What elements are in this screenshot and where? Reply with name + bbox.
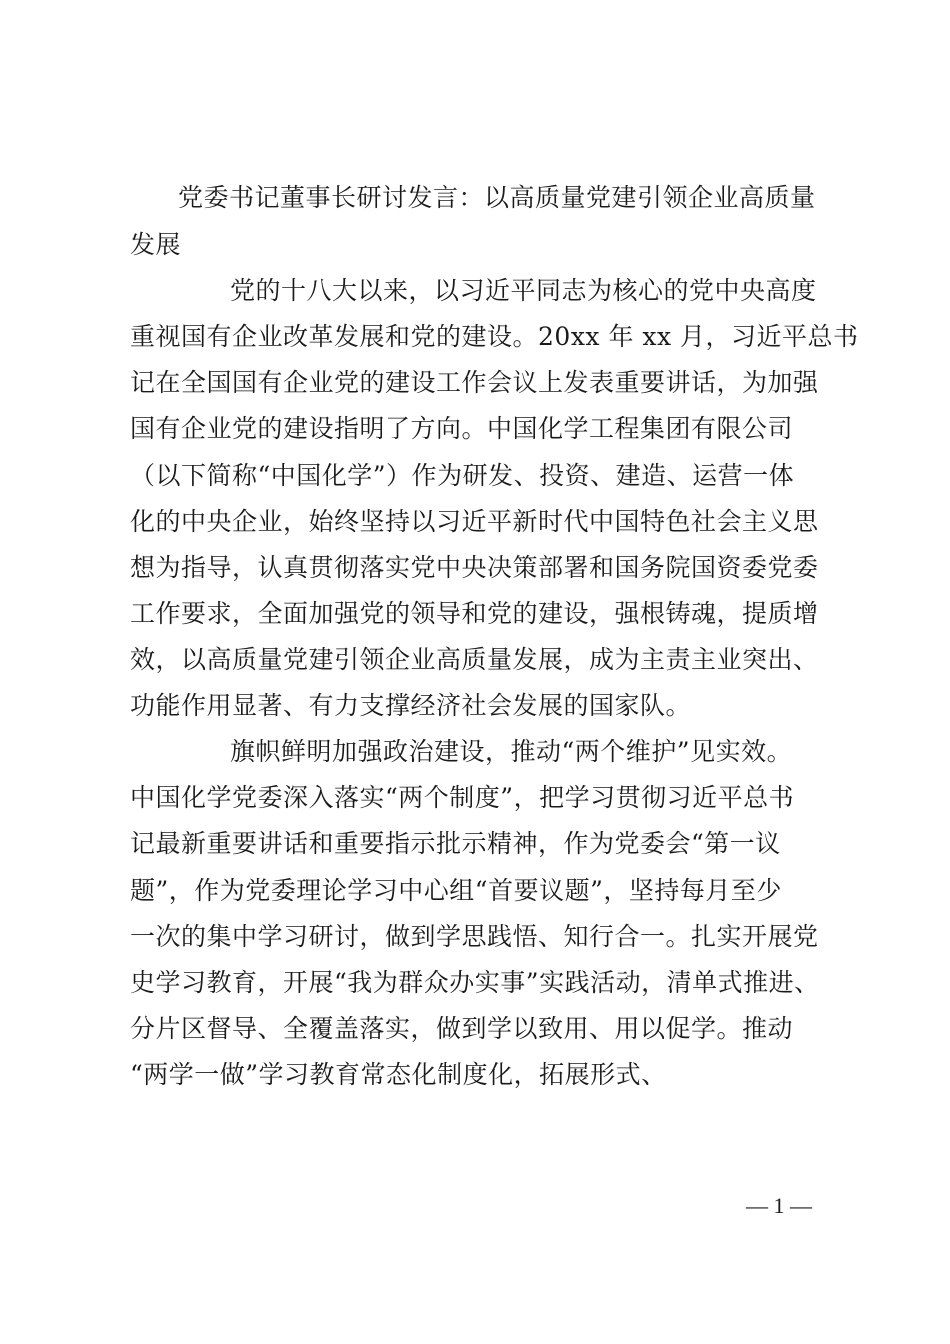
paragraph-1-line-1: 党的十八大以来，以习近平同志为核心的党中央高度 [230, 276, 817, 305]
page-number: — 1 — [746, 1193, 812, 1218]
paragraph-1-line-2: 重视国有企业改革发展和党的建设。20xx 年 xx 月，习近平总书 [130, 322, 859, 351]
paragraph-2-line-4: 题”，作为党委理论学习中心组“首要议题”，坚持每月至少 [130, 876, 782, 905]
paragraph-1-line-4: 国有企业党的建设指明了方向。中国化学工程集团有限公司 [130, 414, 794, 443]
paragraph-1-line-7: 想为指导，认真贯彻落实党中央决策部署和国务院国资委党委 [130, 553, 819, 582]
title-line-1: 党委书记董事长研讨发言：以高质量党建引领企业高质量 [178, 183, 816, 212]
paragraph-2-line-6: 史学习教育，开展“我为群众办实事”实践活动，清单式推进、 [130, 968, 820, 997]
paragraph-1-line-6: 化的中央企业，始终坚持以习近平新时代中国特色社会主义思 [130, 507, 819, 536]
paragraph-1-line-8: 工作要求，全面加强党的领导和党的建设，强根铸魂，提质增 [130, 599, 819, 628]
paragraph-1-line-3: 记在全国国有企业党的建设工作会议上发表重要讲话，为加强 [130, 368, 819, 397]
paragraph-2-line-8: “两学一做”学习教育常态化制度化，拓展形式、 [130, 1060, 667, 1089]
paragraph-1-line-9: 效，以高质量党建引领企业高质量发展，成为主责主业突出、 [130, 645, 819, 674]
title-line-2: 发展 [130, 230, 182, 259]
paragraph-1-line-5: （以下简称“中国化学”）作为研发、投资、建造、运营一体 [130, 461, 795, 490]
paragraph-2-line-3: 记最新重要讲话和重要指示批示精神，作为党委会“第一议 [130, 829, 781, 858]
paragraph-2-line-2: 中国化学党委深入落实“两个制度”，把学习贯彻习近平总书 [130, 783, 795, 812]
paragraph-1-line-10: 功能作用显著、有力支撑经济社会发展的国家队。 [130, 691, 692, 720]
paragraph-2-line-5: 一次的集中学习研讨，做到学思践悟、知行合一。扎实开展党 [130, 922, 819, 951]
paragraph-2-line-7: 分片区督导、全覆盖落实，做到学以致用、用以促学。推动 [130, 1014, 794, 1043]
paragraph-2-line-1: 旗帜鲜明加强政治建设，推动“两个维护”见实效。 [230, 737, 793, 766]
